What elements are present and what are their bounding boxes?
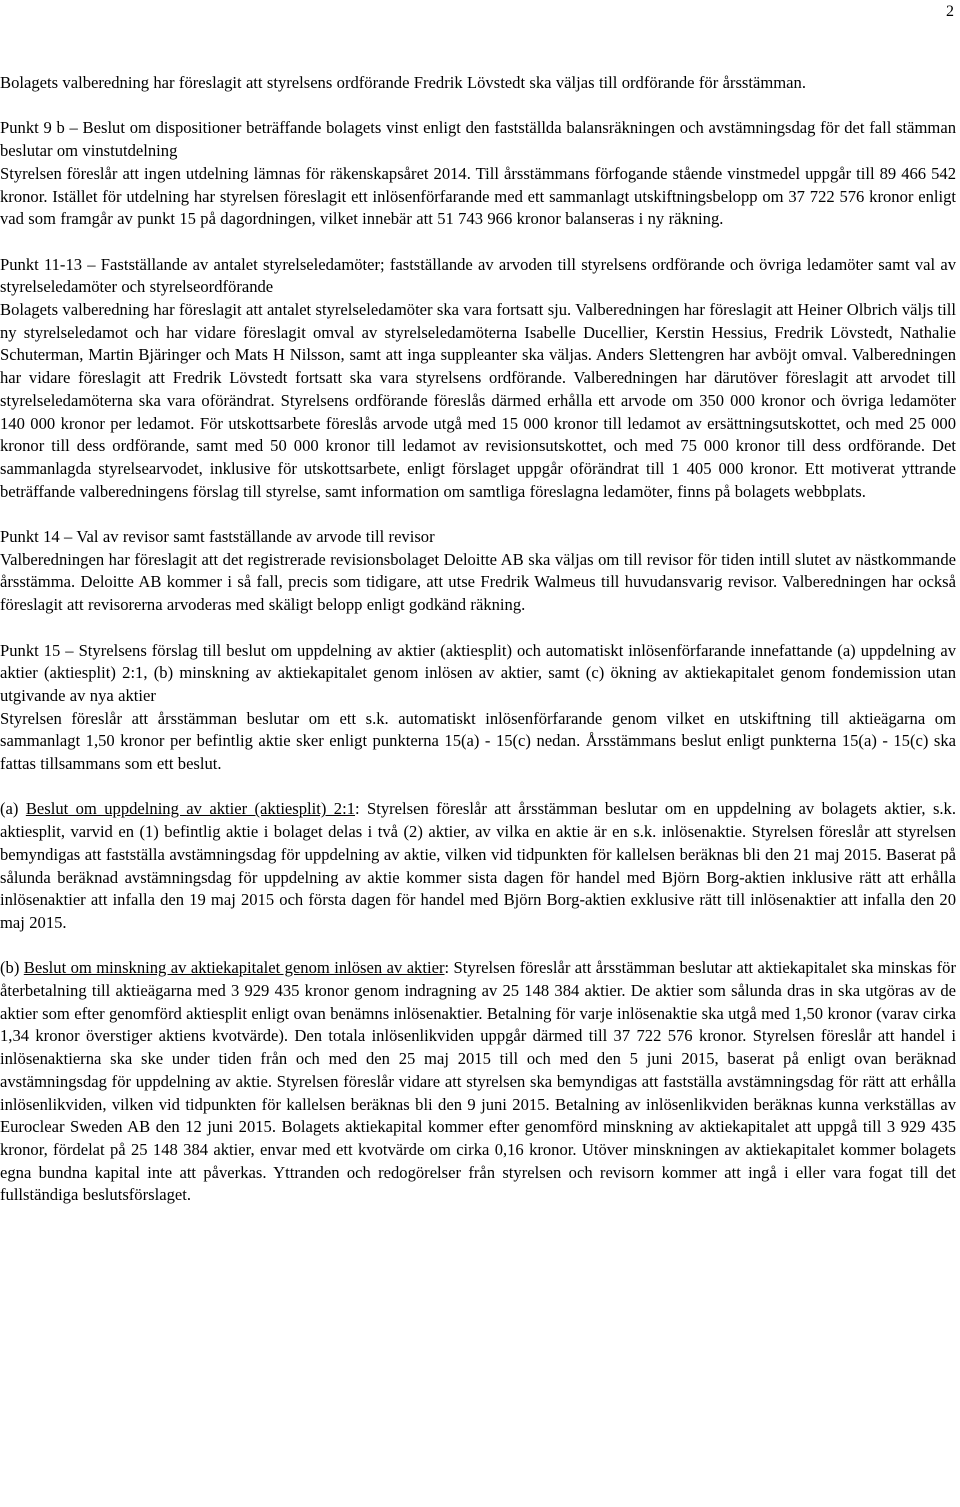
punkt-15-body: Styrelsen föreslår att årsstämman beslutar om ett s.k. automatiskt inlösenförfarande genom vilket en utskiftning till aktieägarna om sammanlagt 1,50 kronor per befintlig aktie sker enligt punkterna 15(a) - 15(c) nedan. Årsstämmans beslut enligt punkterna 15(a) - 15(c) ska fattas tillsammans som ett beslut.	[0, 708, 956, 774]
section-punkt-14	[0, 526, 956, 617]
page-number: 2	[946, 3, 954, 20]
paragraph-gap	[0, 95, 956, 118]
subsection-a-title: Beslut om uppdelning av aktier (aktiesplit) 2:1	[25, 799, 356, 819]
punkt-14-heading: Punkt 14 – Val av revisor samt fastställande av arvode till revisor	[0, 527, 435, 547]
punkt-9b-body: Styrelsen föreslår att ingen utdelning lämnas för räkenskapsåret 2014. Till årsstämmans förfogande stående vinstmedel uppgår till 89 466 542 kronor. Istället för utdelning har styrelsen föreslagit ett inlösenförfarande med ett sammanlagt utskiftningsbelopp om 37 722 576 kronor enligt vad som framgår av punkt 15 på dagordningen, vilket innebär att 51 743 966 kronor balanseras i ny räkning.	[0, 163, 956, 229]
paragraph-gap	[0, 776, 956, 799]
punkt-15-heading: Punkt 15 – Styrelsens förslag till beslut om uppdelning av aktier (aktiesplit) och automatiskt inlösenförfarande innefattande (a) uppdelning av aktier (aktiesplit) 2:1, (b) minskning av aktiekapitalet genom inlösen av aktier, samt (c) ökning av aktiekapitalet genom fondemission utan utgivande av nya aktier	[0, 640, 956, 705]
document-body	[0, 72, 956, 1207]
section-punkt-9b	[0, 117, 956, 231]
paragraph-valberedning	[0, 72, 956, 95]
punkt-11-13-body: Bolagets valberedning har föreslagit att antalet styrelseledamöter ska vara fortsatt sju. Valberedningen har föreslagit att Heiner Olbrich väljs till ny styrelseledamot och har vidare föreslagit omval av styrelseledamöterna Isabelle Ducellier, Kerstin Hessius, Fredrik Lövstedt, Nathalie Schuterman, Martin Bjäringer och Mats H Nilsson, samt att inga suppleanter ska väljas. Anders Slettengren har avböjt omval. Valberedningen har vidare föreslagit att Fredrik Lövstedt fortsatt ska vara styrelsens ordförande. Valberedningen har därutöver föreslagit att arvodet till styrelseledamöterna ska vara oförändrat. Styrelsens ordförande föreslås därmed erhålla ett arvode om 350 000 kronor och övriga ledamöter 140 000 kronor per ledamot. För utskottsarbete föreslås arvode utgå med 15 000 kronor till ledamot av ersättningsutskottet, och med 25 000 kronor till dess ordförande, samt med 50 000 kronor till ledamot av revisionsutskottet, och med 75 000 kronor till dess ordförande. Det sammanlagda styrelsearvodet, inklusive för utskottsarbete, enligt förslaget uppgår oförändrat till 1 405 000 kronor. Ett motiverat yttrande beträffande valberedningens förslag till styrelse, samt information om samtliga föreslagna ledamöter, finns på bolagets webbplats.	[0, 300, 956, 501]
paragraph-gap	[0, 617, 956, 640]
subsection-b-title: Beslut om minskning av aktiekapitalet genom inlösen av aktier	[23, 958, 445, 978]
subsection-a-prefix: (a)	[0, 799, 26, 819]
subsection-b-body: : Styrelsen föreslår att årsstämman beslutar att aktiekapitalet ska minskas för återbetalning till aktieägarna med 3 929 435 kronor genom indragning av 25 148 384 aktier. De aktier som sålunda dras in ska utgöras av de aktier som efter genomförd aktiesplit enligt ovan benämns inlösenaktier. Betalning för varje inlösenaktie ska utgå med 1,50 kronor (varav cirka 1,34 kronor överstiger aktiens kvotvärde). Den totala inlösenlikviden uppgår därmed till 37 722 576 kronor. Styrelsen föreslår att handel i inlösenaktierna ska ske under tiden från och med den 25 maj 2015 till och med den 5 juni 2015, baserat på enligt ovan beräknad avstämningsdag för uppdelning av aktie. Styrelsen föreslår vidare att styrelsen ska bemyndigas att fastställa avstämningsdag för rätt att erhålla inlösenlikviden, vilken vid tidpunkten för kallelsen beräknas bli den 9 juni 2015. Betalning av inlösenlikviden beräknas kunna verkställas av Euroclear Sweden AB den 12 juni 2015. Bolagets aktiekapital kommer efter genomförd minskning av aktiekapitalet att uppgå till 3 929 435 kronor, fördelat på 25 148 384 aktier, envar med ett kvotvärde om cirka 0,16 kronor. Utöver minskningen av aktiekapitalet kommer bolagets egna bundna kapital inte att påverkas. Yttranden och redogörelser från styrelsen och revisorn kommer att ingå i eller vara fogat till det fullständiga beslutsförslaget.	[0, 958, 956, 1205]
valberedning-text: Bolagets valberedning har föreslagit att styrelsens ordförande Fredrik Lövstedt ska väljas till ordförande för årsstämman.	[0, 73, 806, 92]
section-punkt-11-13	[0, 254, 956, 504]
paragraph-gap	[0, 935, 956, 958]
subsection-a-body: : Styrelsen föreslår att årsstämman beslutar om en uppdelning av bolagets aktier, s.k. aktiesplit, varvid en (1) befintlig aktie i bolaget delas i två (2) aktier, av vilka en aktie är en s.k. inlösenaktie. Styrelsen föreslår att styrelsen bemyndigas att fastställa avstämningsdag för uppdelning av aktie, vilken vid tidpunkten för kallelsen beräknas bli den 21 maj 2015. Baserat på sålunda beräknad avstämningsdag för uppdelning av aktie kommer sista dagen för handel med Björn Borg-aktien inklusive rätt att erhålla inlösenaktier att infalla den 19 maj 2015 och första dagen för handel med Björn Borg-aktien exklusive rätt till inlösenaktier att infalla den 20 maj 2015.	[0, 799, 956, 932]
punkt-14-body: Valberedningen har föreslagit att det registrerade revisionsbolaget Deloitte AB ska väljas om till revisor för tiden intill slutet av nästkommande årsstämma. Deloitte AB kommer i så fall, precis som tidigare, att utse Fredrik Walmeus till huvudansvarig revisor. Valberedningen har också föreslagit att revisorerna arvoderas med skäligt belopp enligt godkänd räkning.	[0, 549, 956, 615]
punkt-9b-heading: Punkt 9 b – Beslut om dispositioner beträffande bolagets vinst enligt den fastställda balansräkningen och avstämningsdag för det fall stämman beslutar om vinstutdelning	[0, 118, 956, 161]
subsection-b-prefix: (b)	[0, 958, 24, 978]
punkt-11-13-heading: Punkt 11-13 – Fastställande av antalet styrelseledamöter; fastställande av arvoden till styrelsens ordförande och övriga ledamöter samt val av styrelseledamöter och styrelseordförande	[0, 254, 956, 297]
subsection-b	[0, 957, 956, 1207]
paragraph-gap	[0, 503, 956, 526]
paragraph-gap	[0, 231, 956, 254]
section-punkt-15	[0, 640, 956, 776]
subsection-a	[0, 798, 956, 934]
